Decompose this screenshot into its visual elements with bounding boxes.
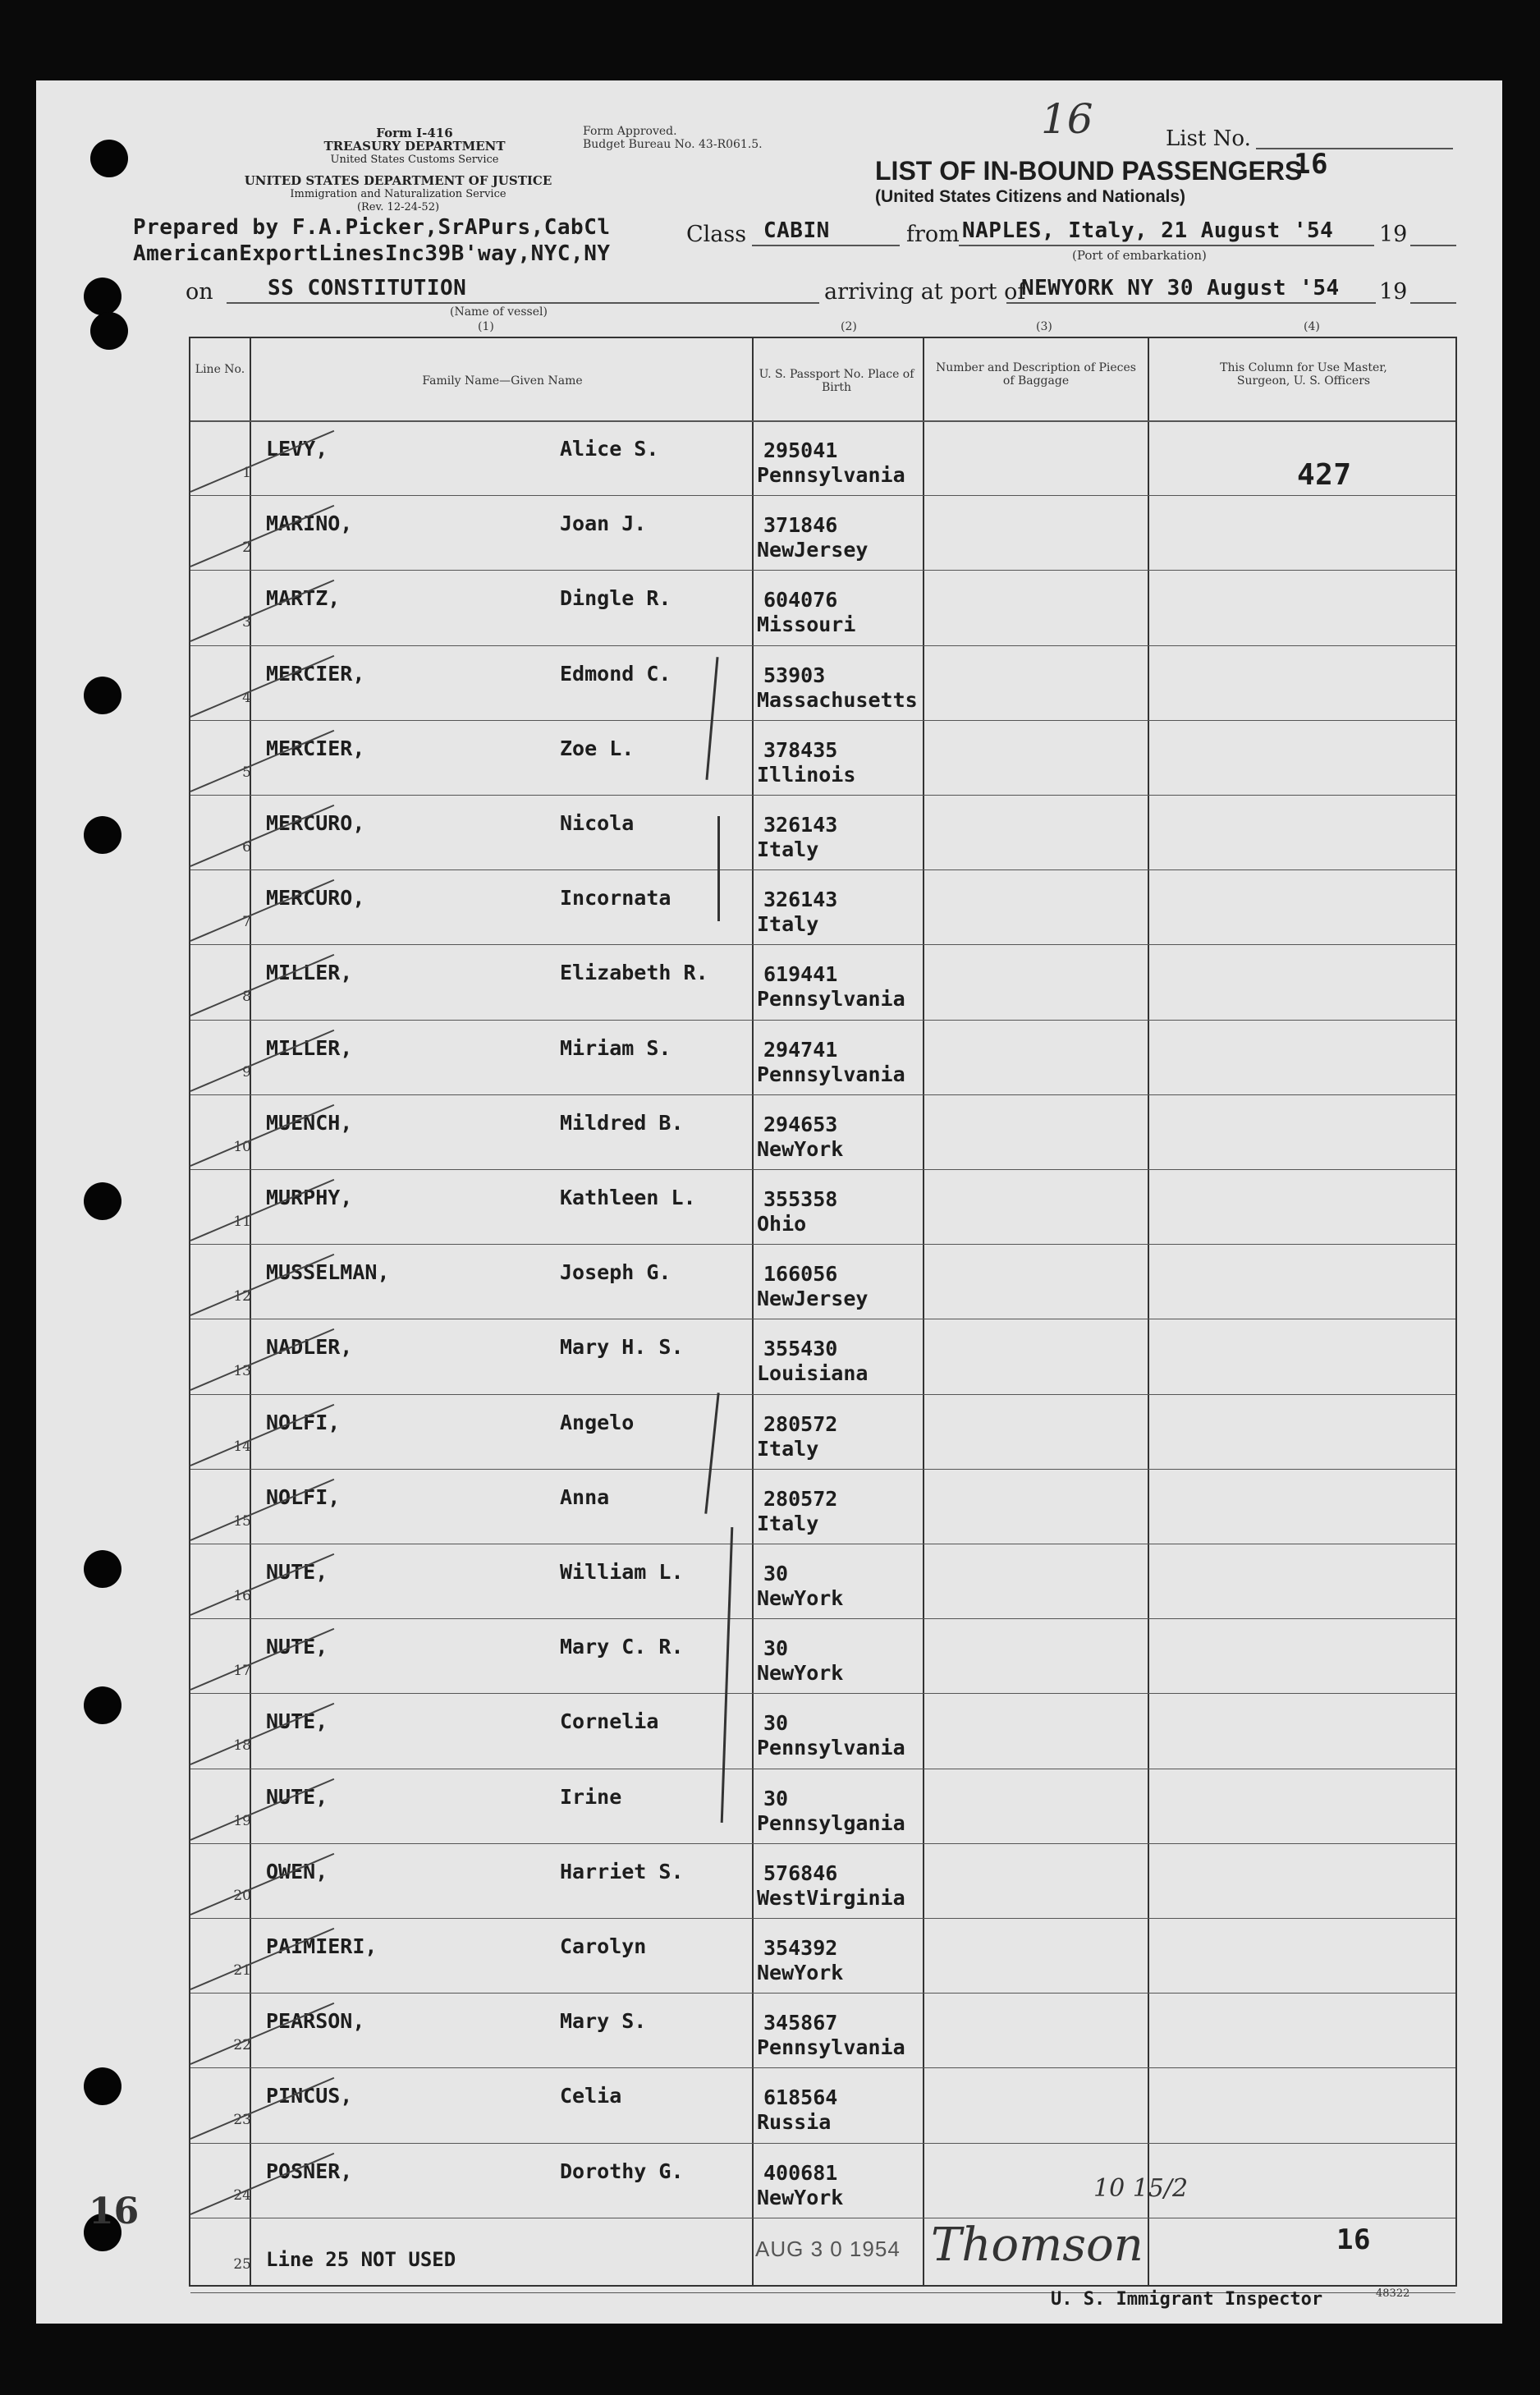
from-label: from [906, 222, 960, 247]
inspector-label: U. S. Immigrant Inspector [1051, 2289, 1323, 2310]
header-passport: U. S. Passport No. Place of Birth [759, 368, 914, 394]
given-name: Mary S. [560, 2009, 647, 2034]
prepared-company: AmericanExportLinesInc39B'way,NYC,NY [133, 241, 611, 266]
family-name: NOLFI, [266, 1410, 341, 1434]
row-divider [190, 869, 1455, 870]
baggage-note: 10 15/2 [1093, 2174, 1189, 2203]
row-divider [190, 1020, 1455, 1021]
family-name: PEARSON, [266, 2009, 365, 2034]
line-number: 9 [242, 1063, 251, 1081]
class-label: Class [686, 222, 747, 247]
place-of-birth: Pennsylvania [757, 463, 905, 487]
family-name: OWEN, [266, 1859, 328, 1883]
given-name: Mary C. R. [560, 1635, 684, 1659]
print-code: 48322 [1376, 2287, 1410, 2300]
family-name: MARINO, [266, 512, 353, 536]
given-name: Edmond C. [560, 661, 671, 686]
col-number-3: (3) [1036, 320, 1052, 333]
line-number: 5 [242, 764, 251, 781]
check-mark [190, 1403, 335, 1466]
line-number: 11 [233, 1214, 251, 1230]
line-number: 20 [233, 1887, 251, 1904]
header-family-name: Family Name—Given Name [422, 374, 583, 388]
passport-number: 53903 [763, 663, 826, 687]
row-divider [190, 1169, 1455, 1170]
row-divider [190, 944, 1455, 945]
line-number: 2 [242, 539, 251, 557]
check-mark [190, 580, 335, 642]
passport-number: 371846 [763, 513, 838, 538]
row-divider [190, 795, 1455, 796]
family-name: NUTE, [266, 1784, 328, 1809]
group-brace [705, 657, 718, 780]
passport-number: 345867 [763, 2011, 838, 2035]
page-count: 16 [1336, 2223, 1371, 2256]
given-name: Irine [560, 1784, 622, 1809]
punch-hole [90, 312, 128, 350]
punch-hole [84, 677, 121, 714]
family-name: MURPHY, [266, 1186, 353, 1209]
place-of-birth: WestVirginia [757, 1885, 905, 1910]
inspector-signature: Thomson [931, 2218, 1144, 2272]
place-of-birth: NewYork [757, 1961, 844, 1984]
place-of-birth: Italy [757, 912, 819, 937]
given-name: Joan J. [560, 512, 647, 536]
line-number: 24 [233, 2186, 251, 2204]
arriving-value: NEWYORK NY 30 August '54 [1021, 276, 1340, 301]
vessel-name: SS CONSTITUTION [268, 276, 467, 301]
list-subtitle: (United States Citizens and Nationals) [875, 187, 1186, 206]
form-number: Form I-416 [376, 126, 453, 140]
place-of-birth: Pennsylgania [757, 1810, 905, 1835]
check-mark [190, 1628, 335, 1691]
given-name: Cornelia [560, 1709, 659, 1734]
line-number: 10 [233, 1138, 251, 1155]
family-name: PAIMIERI, [266, 1934, 378, 1958]
officer-count: 427 [1297, 458, 1352, 492]
passport-number: 576846 [763, 1860, 838, 1885]
given-name: Angelo [560, 1410, 635, 1434]
header-divider [190, 420, 1455, 422]
group-brace [721, 1527, 734, 1823]
passenger-table [189, 337, 1457, 2287]
passport-number: 280572 [763, 1486, 838, 1511]
row-divider [190, 1244, 1455, 1245]
given-name: Zoe L. [560, 736, 635, 760]
year-two-underline [1410, 302, 1456, 304]
family-name: MERCIER, [266, 661, 365, 686]
given-name: Anna [560, 1484, 610, 1509]
passport-number: 354392 [763, 1936, 838, 1960]
check-mark [190, 730, 335, 792]
place-of-birth: Missouri [757, 613, 856, 637]
check-mark [190, 1179, 335, 1241]
treasury-dept: TREASURY DEPARTMENT [323, 139, 506, 154]
given-name: Joseph G. [560, 1260, 671, 1285]
family-name: MILLER, [266, 961, 353, 985]
given-name: Alice S. [560, 437, 659, 461]
place-of-birth: Italy [757, 1511, 819, 1535]
given-name: Mary H. S. [560, 1335, 684, 1360]
line-number: 22 [233, 2037, 251, 2054]
budget-bureau: Budget Bureau No. 43-R061.5. [583, 138, 763, 151]
family-name: MERCURO, [266, 811, 365, 835]
check-mark [190, 1703, 335, 1765]
family-name: NADLER, [266, 1335, 353, 1360]
row-divider [190, 2143, 1455, 2144]
passport-number: 400681 [763, 2160, 838, 2185]
given-name: Harriet S. [560, 1859, 684, 1883]
check-mark [190, 954, 335, 1016]
check-mark [190, 1778, 335, 1840]
place-of-birth: NewJersey [757, 538, 869, 562]
list-no-label: List No. [1166, 126, 1251, 151]
line-number: 15 [233, 1512, 251, 1530]
line-number: 3 [242, 614, 251, 631]
ins-service: Immigration and Naturalization Service [290, 188, 506, 200]
passport-number: 30 [763, 1562, 789, 1585]
check-mark [190, 2077, 335, 2140]
place-of-birth: Louisiana [757, 1361, 869, 1386]
check-mark [190, 505, 335, 567]
from-underline [959, 245, 1374, 246]
passport-number: 30 [763, 1636, 789, 1661]
given-name: Kathleen L. [560, 1186, 696, 1209]
passport-number: 295041 [763, 438, 838, 462]
check-mark [190, 1479, 335, 1541]
given-name: Nicola [560, 811, 635, 835]
place-of-birth: NewJersey [757, 1287, 869, 1311]
place-of-birth: Pennsylvania [757, 987, 905, 1012]
header-baggage: Number and Description of Pieces of Baggage [936, 361, 1136, 388]
handwritten-list-number: 16 [1041, 95, 1093, 143]
row-divider [190, 2067, 1455, 2068]
year-one-underline [1410, 245, 1456, 246]
passport-number: 294653 [763, 1112, 838, 1136]
check-mark [190, 1553, 335, 1616]
prepared-by: Prepared by F.A.Picker,SrAPurs,CabCl [133, 215, 611, 240]
given-name: Carolyn [560, 1934, 647, 1958]
row-divider [190, 645, 1455, 646]
row-divider [190, 1618, 1455, 1619]
line-number: 17 [233, 1663, 251, 1680]
year-one: 19 [1379, 222, 1408, 247]
line-number: 23 [233, 2112, 251, 2129]
punch-hole [84, 278, 121, 315]
row-divider [190, 1394, 1455, 1395]
header-officers: This Column for Use Master, Surgeon, U. S. Officers [1220, 361, 1387, 388]
check-mark [190, 805, 335, 867]
line-number: 14 [233, 1438, 251, 1455]
passport-number: 326143 [763, 888, 838, 912]
header-line-no: Line No. [195, 363, 245, 376]
on-label: on [186, 279, 213, 305]
punch-hole [90, 140, 128, 177]
punch-hole [84, 1182, 121, 1220]
line-number: 1 [242, 465, 251, 481]
date-stamp: AUG 3 0 1954 [755, 2237, 901, 2261]
line-number: 19 [233, 1812, 251, 1829]
given-name: Dorothy G. [560, 2159, 684, 2183]
given-name: Mildred B. [560, 1110, 684, 1135]
place-of-birth: Russia [757, 2110, 832, 2135]
passport-number: 378435 [763, 737, 838, 762]
group-brace [717, 816, 720, 921]
check-mark [190, 1853, 335, 1916]
punch-hole [84, 816, 121, 854]
check-mark [190, 1029, 335, 1091]
line-number: 7 [242, 914, 251, 931]
check-mark [190, 654, 335, 717]
given-name: Dingle R. [560, 586, 671, 611]
revision: (Rev. 12-24-52) [356, 201, 440, 213]
family-name: MERCIER, [266, 736, 365, 760]
check-mark [190, 2003, 335, 2065]
given-name: Miriam S. [560, 1035, 671, 1060]
punch-hole [84, 1550, 121, 1588]
passport-number: 355358 [763, 1187, 838, 1211]
passport-number: 355430 [763, 1337, 838, 1361]
family-name: MARTZ, [266, 586, 341, 611]
arriving-underline [1006, 302, 1376, 304]
col-number-1: (1) [478, 320, 494, 333]
passport-number: 30 [763, 1786, 789, 1810]
year-two: 19 [1379, 279, 1408, 305]
row-divider [190, 1993, 1455, 1994]
check-mark [190, 430, 335, 493]
family-name: NUTE, [266, 1635, 328, 1659]
place-of-birth: NewYork [757, 1136, 844, 1161]
class-value: CABIN [763, 218, 830, 243]
place-of-birth: Ohio [757, 1212, 807, 1236]
group-brace [704, 1392, 719, 1514]
vessel-caption: (Name of vessel) [450, 305, 548, 319]
from-value: NAPLES, Italy, 21 August '54 [962, 218, 1334, 243]
check-mark [190, 2152, 335, 2214]
check-mark [190, 1104, 335, 1167]
line-number: 21 [233, 1962, 251, 1979]
passport-number: 326143 [763, 813, 838, 837]
check-mark [190, 1928, 335, 1990]
family-name: PINCUS, [266, 2084, 353, 2108]
family-name: MILLER, [266, 1035, 353, 1060]
list-no-value: 16 [1294, 148, 1328, 181]
check-mark [190, 879, 335, 942]
row-divider [190, 1843, 1455, 1844]
passport-number: 619441 [763, 962, 838, 987]
port-caption: (Port of embarkation) [1072, 248, 1207, 263]
line-number: 8 [242, 989, 251, 1006]
family-name: MERCURO, [266, 886, 365, 911]
family-name: LEVY, [266, 437, 328, 461]
row-divider [190, 1918, 1455, 1919]
row-divider [190, 720, 1455, 721]
row-divider [190, 570, 1455, 571]
list-title: LIST OF IN-BOUND PASSENGERS [875, 156, 1303, 186]
place-of-birth: Pennsylvania [757, 1062, 905, 1086]
col-number-4: (4) [1304, 320, 1320, 333]
list-no-underline [1256, 148, 1453, 149]
passport-number: 166056 [763, 1262, 838, 1287]
given-name: Elizabeth R. [560, 961, 708, 985]
row-divider [190, 1469, 1455, 1470]
check-mark [190, 1328, 335, 1391]
place-of-birth: Massachusetts [757, 687, 918, 712]
passport-number: 30 [763, 1711, 789, 1736]
line-number: 16 [233, 1588, 251, 1604]
line-number: 12 [233, 1288, 251, 1305]
margin-number: 16 [89, 2191, 140, 2232]
place-of-birth: NewYork [757, 1661, 844, 1686]
family-name: MUENCH, [266, 1110, 353, 1135]
family-name: NUTE, [266, 1709, 328, 1734]
class-underline [752, 245, 900, 246]
passport-number: 604076 [763, 588, 838, 613]
row-divider [190, 495, 1455, 496]
family-name: NUTE, [266, 1560, 328, 1584]
place-of-birth: Pennsylvania [757, 2035, 905, 2060]
customs-service: United States Customs Service [330, 154, 499, 166]
check-mark [190, 1254, 335, 1316]
place-of-birth: Italy [757, 1436, 819, 1461]
place-of-birth: Illinois [757, 762, 856, 787]
form-approved: Form Approved. [583, 125, 677, 138]
row-divider [190, 1094, 1455, 1095]
given-name: Incornata [560, 886, 671, 911]
arriving-label: arriving at port of [824, 279, 1026, 305]
line-number: 18 [233, 1737, 251, 1755]
vessel-underline [227, 302, 819, 304]
passport-number: 294741 [763, 1037, 838, 1062]
family-name: POSNER, [266, 2159, 353, 2183]
row-divider [190, 1693, 1455, 1694]
line-number: 4 [242, 689, 251, 706]
place-of-birth: NewYork [757, 1586, 844, 1610]
line-number: 13 [233, 1363, 251, 1380]
col-number-2: (2) [841, 320, 857, 333]
justice-dept: UNITED STATES DEPARTMENT OF JUSTICE [244, 173, 552, 188]
passport-number: 280572 [763, 1411, 838, 1436]
line-not-used: Line 25 NOT USED [266, 2248, 456, 2271]
place-of-birth: NewYork [757, 2185, 844, 2209]
given-name: William L. [560, 1560, 684, 1584]
line-number: 25 [233, 2256, 251, 2273]
passport-number: 618564 [763, 2085, 838, 2110]
family-name: MUSSELMAN, [266, 1260, 390, 1285]
place-of-birth: Pennsylvania [757, 1736, 905, 1760]
family-name: NOLFI, [266, 1484, 341, 1509]
given-name: Celia [560, 2084, 622, 2108]
line-number: 6 [242, 839, 251, 856]
punch-hole [84, 1686, 121, 1724]
punch-hole [84, 2067, 121, 2105]
place-of-birth: Italy [757, 837, 819, 861]
